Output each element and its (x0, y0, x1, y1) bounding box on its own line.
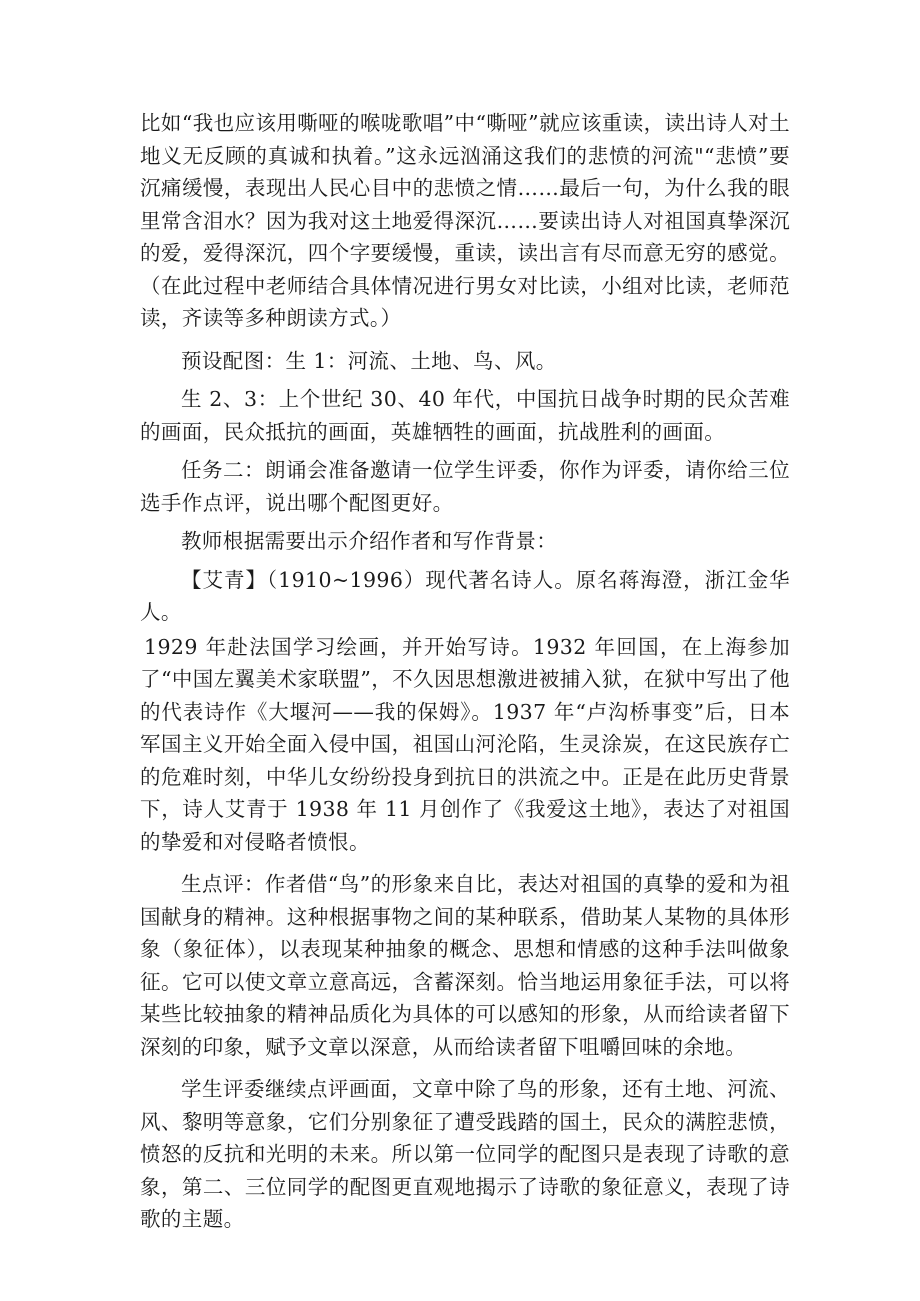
paragraph-author-heading: 【艾青】（1910~1996）现代著名诗人。原名蒋海澄，浙江金华人。 (140, 567, 790, 624)
paragraph-preset-image-student-1: 预设配图：生 1：河流、土地、鸟、风。 (181, 348, 557, 373)
paragraph-student-comment: 生点评：作者借“鸟”的形象来自比，表达对祖国的真挚的爱和为祖国献身的精神。这种根据事物之间的某种联系，借助某人某物的具体形象（象征体），以表现某种抽象的概念、思想和情感的这种手法叫做象征。它可以使文章立意高远，含蓄深刻。恰当地运用象征手法，可以将某些比较抽象的精神品质化为具体的可以感知的形象，从而给读者留下深刻的印象，赋予文章以深意，从而给读者留下咀嚼回味的余地。 (140, 872, 790, 1059)
paragraph-judge-comment: 学生评委继续点评画面，文章中除了鸟的形象，还有土地、河流、风、黎明等意象，它们分别象征了遭受践踏的国土，民众的满腔悲愤，愤怒的反抗和光明的未来。所以第一位同学的配图只是表现了诗歌的意象，第二、三位同学的配图更直观地揭示了诗歌的象征意义，表现了诗歌的主题。 (140, 1077, 790, 1231)
paragraph-reading-guidance: 比如“我也应该用嘶哑的喉咙歌唱”中“嘶哑”就应该重读，读出诗人对土地义无反顾的真诚和执着。”这永远汹涌这我们的悲愤的河流"“悲愤”要沉痛缓慢，表现出人民心目中的悲愤之情……最后一句，为什么我的眼里常含泪水？因为我对这土地爱得深沉……要读出诗人对祖国真挚深沉的爱，爱得深沉，四个字要缓慢，重读，读出言有尽而意无穷的感觉。（在此过程中老师结合具体情况进行男女对比读，小组对比读，老师范读，齐读等多种朗读方式。） (140, 111, 790, 330)
paragraph-teacher-intro: 教师根据需要出示介绍作者和写作背景： (181, 529, 558, 553)
paragraph-author-background: 1929 年赴法国学习绘画，并开始写诗。1932 年回国，在上海参加了“中国左翼美术家联盟”，不久因思想激进被捕入狱，在狱中写出了他的代表诗作《大堰河——我的保姆》。1937 年“卢沟桥事变”后，日本军国主义开始全面入侵中国，祖国山河沦陷，生灵涂炭，在这民族存亡的危难时刻，中华儿女纷纷投身到抗日的洪流之中。正是在此历史背景下，诗人艾青于 1938 年 11 月创作了《我爱这土地》，表达了对祖国的挚爱和对侵略者愤恨。 (140, 634, 790, 854)
document-body (140, 107, 790, 1236)
paragraph-preset-image-students-2-3: 生 2、3：上个世纪 30、40 年代，中国抗日战争时期的民众苦难的画面，民众抵抗的画面，英雄牺牲的画面，抗战胜利的画面。 (140, 387, 790, 444)
paragraph-task-two: 任务二：朗诵会准备邀请一位学生评委，你作为评委，请你给三位选手作点评，说出哪个配图更好。 (140, 458, 790, 515)
